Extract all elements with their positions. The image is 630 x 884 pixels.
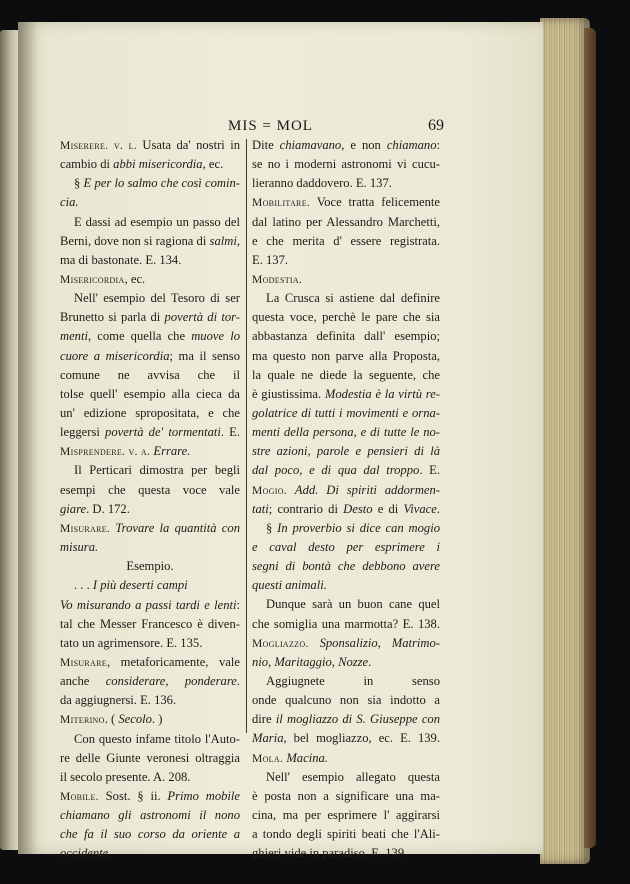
text-run: , ec.: [202, 157, 224, 172]
text-line: [60, 615, 240, 634]
text-line: [60, 442, 240, 461]
text-line: [252, 289, 440, 308]
text-run: Aggiugnete in senso: [266, 674, 440, 689]
italic-text: Desto: [343, 501, 373, 516]
text-run: Berni, dove non si ragiona di: [60, 233, 210, 248]
text-line: [252, 653, 440, 672]
entry-headword: Mogio.: [252, 483, 288, 497]
text-run: Sost. § ii.: [98, 788, 168, 803]
text-line: [252, 270, 440, 289]
italic-text: nio: [252, 654, 269, 669]
text-run: . (: [104, 712, 119, 727]
text-line: [252, 327, 440, 346]
text-line: [252, 634, 440, 653]
text-run: dire: [252, 712, 276, 727]
entry-headword: Modestia.: [252, 273, 303, 287]
text-run: .: [368, 654, 372, 669]
italic-text: Maria: [252, 731, 284, 746]
text-run: Dite: [252, 138, 280, 152]
text-line: [252, 442, 440, 461]
italic-text: In proverbio si dice can mogio: [277, 520, 440, 535]
text-line: [60, 385, 240, 404]
text-run: Voce tratta felicemente: [310, 195, 440, 210]
text-run: ,: [307, 444, 317, 459]
text-run: , e non: [341, 138, 387, 152]
italic-text: segni di bontà che debbono avere: [252, 559, 440, 574]
text-line: [60, 538, 240, 557]
entry-headword: Mola.: [252, 751, 284, 765]
text-line: [252, 825, 440, 844]
entry-headword: Mobilitare.: [252, 196, 311, 210]
italic-text: Maritaggio: [274, 654, 332, 669]
italic-text: Modestia è la virtù re-: [324, 386, 440, 401]
text-line: [252, 308, 440, 327]
text-run: tolse quell' esempio alla cieca da: [60, 386, 240, 401]
book-page: [18, 22, 543, 861]
text-line: [252, 461, 440, 480]
text-run: E dassi ad esempio un passo del: [74, 214, 240, 229]
text-line: [252, 672, 440, 691]
italic-text: Errare.: [153, 444, 191, 459]
entry-headword: Misurare.: [60, 521, 111, 535]
text-line: [60, 787, 240, 806]
text-run: ,: [268, 654, 275, 669]
text-run: :: [436, 138, 440, 152]
text-run: Con questo infame titolo l'Auto-: [74, 731, 240, 746]
italic-text: povertà de' tormentati: [105, 425, 221, 440]
text-line: [60, 232, 240, 251]
text-line: [60, 270, 240, 289]
italic-text: e di qua dal troppo: [309, 463, 420, 478]
italic-text: muove lo: [191, 329, 240, 344]
page-number: 69: [428, 117, 444, 134]
text-line: [60, 193, 240, 212]
text-run: .: [436, 501, 440, 516]
spine-shadow: [18, 22, 38, 854]
text-line: [252, 347, 440, 366]
text-line: [60, 768, 240, 787]
text-line: [252, 423, 440, 442]
text-line: [252, 155, 440, 174]
italic-text: cuore a misericordia: [60, 348, 170, 363]
italic-text: Sponsalizio: [319, 635, 378, 650]
text-run: Usata da' nostri in: [136, 138, 240, 152]
text-run: ,: [353, 425, 361, 440]
text-line: [60, 596, 240, 615]
italic-text: giare: [60, 501, 87, 516]
italic-text: ponderare: [184, 674, 237, 689]
text-run: comune ne avvisa che il: [60, 367, 240, 382]
italic-text: menti della persona: [252, 425, 354, 440]
text-run: §: [74, 176, 84, 191]
text-run: Brunetto si parla di: [60, 310, 165, 325]
text-line: [252, 404, 440, 423]
text-line: [252, 787, 440, 806]
text-run: e che merita d' essere registrata.: [252, 233, 440, 248]
text-line: [252, 749, 440, 768]
text-line: [252, 136, 440, 155]
text-line: [60, 634, 240, 653]
text-run: Nell' esempio del Tesoro di ser: [74, 291, 240, 306]
text-line: [252, 193, 440, 212]
italic-text: e di tutte le no-: [360, 425, 440, 440]
text-line: [252, 174, 440, 193]
text-run: , metaforicamente, vale: [106, 654, 240, 669]
text-run: cambio di: [60, 157, 114, 172]
text-run: . D. 172.: [86, 501, 130, 516]
text-run: Dunque sarà un buon cane quel: [266, 597, 440, 612]
entry-headword: Misericordia: [60, 273, 125, 287]
text-run: che somiglia una marmotta? E. 138.: [252, 616, 440, 631]
text-run: cina, ma per esprimere l' aggirarsi: [252, 808, 440, 823]
text-line: [252, 710, 440, 729]
text-line: [252, 691, 440, 710]
text-run: la quale ne diede la seguente, che: [252, 367, 440, 382]
italic-text: Vo misurando a passi tardi e lenti: [60, 597, 237, 612]
text-line: [60, 308, 240, 327]
text-line: [252, 615, 440, 634]
text-line: [60, 749, 240, 768]
italic-text: Macina.: [286, 750, 328, 765]
text-line: [60, 730, 240, 749]
text-line: [252, 251, 440, 270]
text-line: [252, 844, 440, 863]
text-line: [60, 672, 240, 691]
text-run: . E.: [220, 425, 240, 440]
text-line: [252, 385, 440, 404]
text-run: ma di bastonate. E. 134.: [60, 252, 182, 267]
italic-text: Secolo: [118, 712, 152, 727]
text-run: e di: [372, 501, 404, 516]
text-line: [252, 366, 440, 385]
italic-text: dal poco: [252, 463, 300, 478]
text-run: ; contrario di: [268, 501, 344, 516]
italic-text: chiamavano: [279, 138, 342, 152]
text-line: [60, 576, 240, 595]
italic-text: chiamano: [386, 138, 437, 152]
text-line: [60, 327, 240, 346]
text-run: tato un agrimensore. E. 135.: [60, 635, 203, 650]
italic-text: Nozze: [338, 654, 369, 669]
entry-headword: Miserere. v. l.: [60, 139, 137, 152]
italic-text: golatrice di tutti i movimenti e orna-: [252, 406, 440, 421]
text-run: §: [266, 520, 278, 535]
text-run: dal latino per Alessandro Marchetti,: [252, 214, 440, 229]
text-line: [252, 232, 440, 251]
text-run: [309, 636, 320, 650]
italic-text: Add. Di spiriti addormen-: [294, 482, 440, 497]
italic-text: il mogliazzo di S. Giuseppe con: [275, 712, 440, 727]
text-run: . . .: [74, 578, 93, 593]
text-run: ,: [377, 635, 392, 650]
text-run: leggersi: [60, 425, 106, 440]
italic-text: menti: [60, 329, 88, 344]
text-run: , come quella che: [87, 329, 192, 344]
text-line: [60, 404, 240, 423]
text-line: [252, 557, 440, 576]
left-column: [60, 136, 240, 864]
text-run: da aggiugnersi. E. 136.: [60, 693, 177, 708]
italic-text: I più deserti campi: [92, 578, 188, 593]
text-run: , ec.: [124, 272, 146, 287]
italic-text: Matrimo-: [391, 635, 440, 650]
text-run: tal che Messer Francesco è diven-: [60, 616, 240, 631]
text-line: [60, 289, 240, 308]
italic-text: occidente.: [60, 846, 112, 861]
text-run: La Crusca si astiene dal definire: [266, 291, 440, 306]
text-run: è posta non a significare una ma-: [252, 788, 440, 803]
text-run: . E.: [419, 463, 440, 478]
text-run: abbastanza definita dall' esempio;: [252, 329, 440, 344]
text-line: [60, 653, 240, 672]
text-run: , bel mogliazzo, ec. E. 139.: [283, 731, 440, 746]
text-line: [60, 251, 240, 270]
entry-headword: Mobile.: [60, 789, 99, 803]
italic-text: considerare: [105, 674, 166, 689]
text-line: [252, 595, 440, 614]
text-run: ghieri vide in paradiso. E. 139.: [252, 846, 408, 861]
text-run: ma questo non parve alla Proposta,: [252, 348, 440, 363]
text-run: re delle Giunte veronesi oltraggia: [60, 750, 240, 765]
italic-text: chiamano gli astronomi il nono: [60, 808, 240, 823]
text-line: [252, 481, 440, 500]
text-line: [60, 366, 240, 385]
running-head-title: MIS = MOL: [228, 118, 313, 134]
text-line: [60, 710, 240, 729]
italic-text: cia.: [60, 195, 79, 210]
text-run: ,: [165, 674, 185, 689]
italic-text: e caval desto per esprimere i: [252, 540, 440, 554]
italic-text: parole e pensieri di là: [316, 444, 440, 459]
text-line: [252, 729, 440, 748]
text-line: [60, 825, 240, 844]
text-line: [252, 519, 440, 538]
text-line: [60, 500, 240, 519]
text-line: [60, 481, 240, 500]
italic-text: Primo mobile: [167, 788, 240, 803]
text-run: Esempio.: [126, 559, 174, 574]
text-line: [60, 213, 240, 232]
text-line: [60, 806, 240, 825]
italic-text: E per lo salmo che così comin-: [83, 176, 240, 191]
italic-text: abbi misericordia: [113, 157, 203, 172]
text-line: [60, 461, 240, 480]
right-column: [252, 136, 440, 863]
text-line: [252, 538, 440, 557]
text-run: ,: [299, 463, 310, 478]
text-run: Nell' esempio allegato questa: [266, 769, 440, 784]
text-run: lieranno daddovero. E. 137.: [252, 176, 392, 191]
italic-text: Vivace: [403, 501, 437, 516]
text-run: se no i moderni astronomi vi cucu-: [252, 157, 440, 172]
text-run: questa voce, perchè le pare che sia: [252, 310, 440, 325]
text-run: [287, 483, 295, 497]
text-line: [60, 136, 240, 155]
text-line: [252, 500, 440, 519]
page-block-edges: [540, 18, 590, 864]
text-line: [252, 768, 440, 787]
text-run: a tondo degli spiriti beati che l'Ali-: [252, 827, 440, 842]
text-run: ,: [331, 654, 339, 669]
text-line: [60, 174, 240, 193]
text-line: [252, 576, 440, 595]
text-run: onde qualcuno non sia indotto a: [252, 693, 440, 708]
italic-text: salmi,: [209, 233, 240, 248]
entry-headword: Mogliazzo.: [252, 636, 309, 650]
text-run: anche: [60, 674, 106, 689]
entry-headword: Misprendere. v. a.: [60, 445, 151, 459]
italic-text: tati: [252, 501, 269, 516]
entry-headword: Miterino: [60, 713, 105, 727]
italic-text: Trovare la quantità con: [115, 520, 240, 535]
text-run: E. 137.: [252, 252, 289, 267]
column-rule: [246, 139, 247, 733]
text-run: esempi che questa voce vale: [60, 482, 240, 497]
text-line: [252, 806, 440, 825]
text-run: :: [236, 597, 240, 612]
text-run: .: [236, 674, 240, 689]
text-line: [60, 557, 240, 576]
facing-page-edge: [0, 30, 18, 850]
running-head: [18, 118, 543, 138]
text-line: [60, 423, 240, 442]
text-line: [60, 347, 240, 366]
italic-text: questi animali.: [252, 578, 327, 593]
text-run: il secolo presente. A. 208.: [60, 769, 191, 784]
italic-text: povertà di tor-: [164, 310, 240, 325]
text-run: Il Perticari dimostra per begli: [74, 463, 240, 478]
text-line: [60, 844, 240, 863]
italic-text: stre azioni: [252, 444, 308, 459]
text-run: è giustissima.: [252, 386, 325, 401]
text-line: [60, 155, 240, 174]
italic-text: misura.: [60, 540, 99, 555]
text-line: [60, 519, 240, 538]
text-line: [60, 691, 240, 710]
entry-headword: Misurare: [60, 655, 107, 669]
text-run: ; ma il senso: [169, 348, 240, 363]
text-line: [252, 213, 440, 232]
text-run: un' edizione spropositata, e che: [60, 406, 240, 421]
text-run: . ): [151, 712, 163, 727]
italic-text: che fa il suo corso da oriente a: [60, 827, 240, 842]
